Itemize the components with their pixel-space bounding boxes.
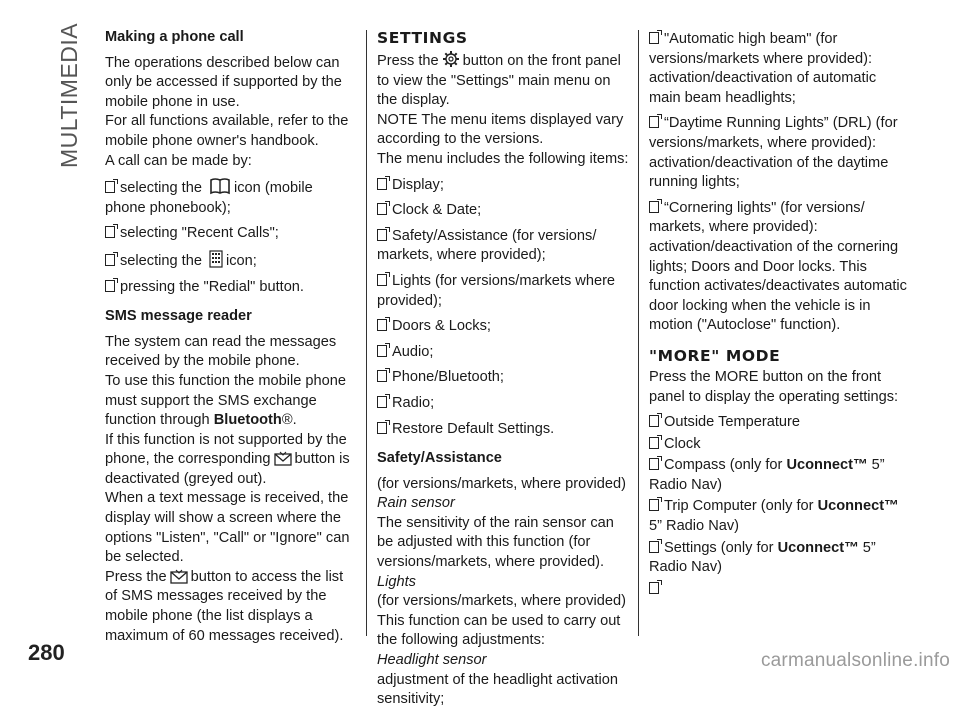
bullet-icon (377, 345, 387, 357)
bullet-item: “Daytime Running Lights” (DRL) (for versions/markets, where provided): activation/deactivation of the daytime running lights; (649, 115, 898, 191)
bullet-item: “Cornering lights" (for versions/ markets, where provided): activation/deactivation of the cornering lights; Doors and Door locks. This function activates/deactivates automatic door locking when the vehicle is in motion ("Autoclose" function). (649, 199, 907, 334)
bullet-icon (649, 458, 659, 470)
column-3 (649, 28, 911, 599)
heading-settings: SETTINGS (377, 29, 468, 47)
bullet-icon (377, 274, 387, 286)
heading-safety-assistance: Safety/Assistance (377, 450, 502, 467)
column-divider (638, 30, 639, 636)
list-item: Trip Computer (only for Uconnect™ 5” Radio Nav) (649, 498, 899, 535)
sms-icon (274, 452, 292, 466)
column-2 (377, 28, 629, 710)
bullet-item: selecting the icon (mobile phone phonebook); (105, 177, 357, 218)
bullet-icon (649, 437, 659, 449)
list-item: Outside Temperature (649, 413, 911, 433)
bullet-icon (649, 582, 659, 594)
list-item: Audio; (377, 343, 629, 363)
sms-icon (170, 570, 188, 584)
paragraph: If this function is not supported by the phone, the corresponding button is deactivated (greyed out). (105, 431, 350, 487)
paragraph: Press the MORE button on the front panel to display the operating settings: (649, 368, 899, 405)
bullet-item: pressing the "Redial" button. (105, 278, 357, 298)
subheading-rain-sensor: Rain sensor (377, 495, 455, 512)
bullet-icon (377, 229, 387, 241)
bullet-icon (649, 32, 659, 44)
bullet-icon (649, 541, 659, 553)
heading-making-call: Making a phone call (105, 29, 244, 45)
list-item: Lights (for versions/markets where provided); (377, 272, 616, 309)
chapter-tab (56, 22, 90, 168)
paragraph: This function can be used to carry out the following adjustments: (377, 612, 621, 649)
bullet-icon (377, 396, 387, 408)
list-item: Clock (649, 435, 911, 455)
bullet-icon (377, 203, 387, 215)
paragraph: NOTE The menu items displayed vary according to the versions. (377, 111, 624, 148)
subheading-lights: Lights (377, 573, 416, 590)
bullet-item: "Automatic high beam" (for versions/markets where provided): activation/deactivation of automatic main beam headlights; (649, 31, 877, 106)
list-item: Phone/Bluetooth; (377, 368, 629, 388)
heading-more-mode: "MORE" MODE (649, 346, 781, 365)
paragraph: (for versions/markets, where provided) (377, 593, 626, 610)
paragraph: Press the button to access the list of SMS messages received by the mobile phone (the list displays a maximum of 60 messages received). (105, 568, 344, 644)
list-item: Compass (only for Uconnect™ 5” Radio Nav) (649, 457, 885, 493)
paragraph: To use this function the mobile phone must support the SMS exchange function through Bluetooth®. (105, 372, 346, 429)
phonebook-icon (209, 177, 231, 195)
paragraph: A call can be made by: (105, 152, 252, 169)
heading-sms-reader: SMS message reader (105, 308, 252, 325)
paragraph: When a text message is received, the display will show a screen where the options "Listen", "Call" or "Ignore" can be selected. (105, 490, 350, 566)
column-divider (366, 30, 367, 636)
column-1 (105, 28, 357, 646)
bullet-icon (649, 201, 659, 213)
paragraph: For all functions available, refer to the mobile phone owner's handbook. (105, 113, 349, 149)
list-item (649, 580, 911, 600)
list-item: Display; (377, 176, 629, 196)
list-item: Settings (only for Uconnect™ 5” Radio Nav) (649, 539, 876, 576)
page-number: 280 (28, 640, 65, 665)
subheading-headlight-sensor: Headlight sensor (377, 652, 487, 669)
list-item: Doors & Locks; (377, 317, 629, 337)
bullet-icon (377, 319, 387, 331)
chapter-title: MULTIMEDIA (56, 22, 82, 168)
bullet-icon (649, 116, 659, 128)
bullet-icon (377, 178, 387, 190)
bullet-icon (377, 370, 387, 382)
settings-menu-list (377, 176, 629, 440)
paragraph: The system can read the messages received by the mobile phone. (105, 333, 337, 370)
bullet-item: selecting the icon; (105, 250, 357, 272)
bullet-icon (105, 181, 115, 193)
list-item: Safety/Assistance (for versions/ markets, where provided); (377, 227, 597, 264)
bullet-icon (105, 226, 115, 238)
paragraph: The sensitivity of the rain sensor can be adjusted with this function (for versions/markets, where provided). (377, 514, 614, 571)
list-item: Radio; (377, 394, 629, 414)
paragraph: Press the button on the front panel to view the "Settings" main menu on the display. (377, 50, 629, 111)
paragraph: adjustment of the headlight activation sensitivity; (377, 671, 618, 708)
bullet-item: selecting "Recent Calls"; (105, 224, 357, 244)
list-item: Clock & Date; (377, 201, 629, 221)
bullet-icon (105, 280, 115, 292)
list-item: Restore Default Settings. (377, 420, 629, 440)
keypad-icon (209, 250, 223, 268)
settings-gear-icon (442, 50, 460, 68)
bullet-icon (105, 254, 115, 266)
paragraph: The menu includes the following items: (377, 150, 629, 167)
paragraph: The operations described below can only be accessed if supported by the mobile phone in use. (105, 54, 342, 110)
bullet-icon (649, 499, 659, 511)
watermark: carmanualsonline.info (760, 650, 950, 671)
bullet-icon (377, 422, 387, 434)
paragraph: (for versions/markets, where provided) (377, 475, 626, 492)
bullet-icon (649, 415, 659, 427)
